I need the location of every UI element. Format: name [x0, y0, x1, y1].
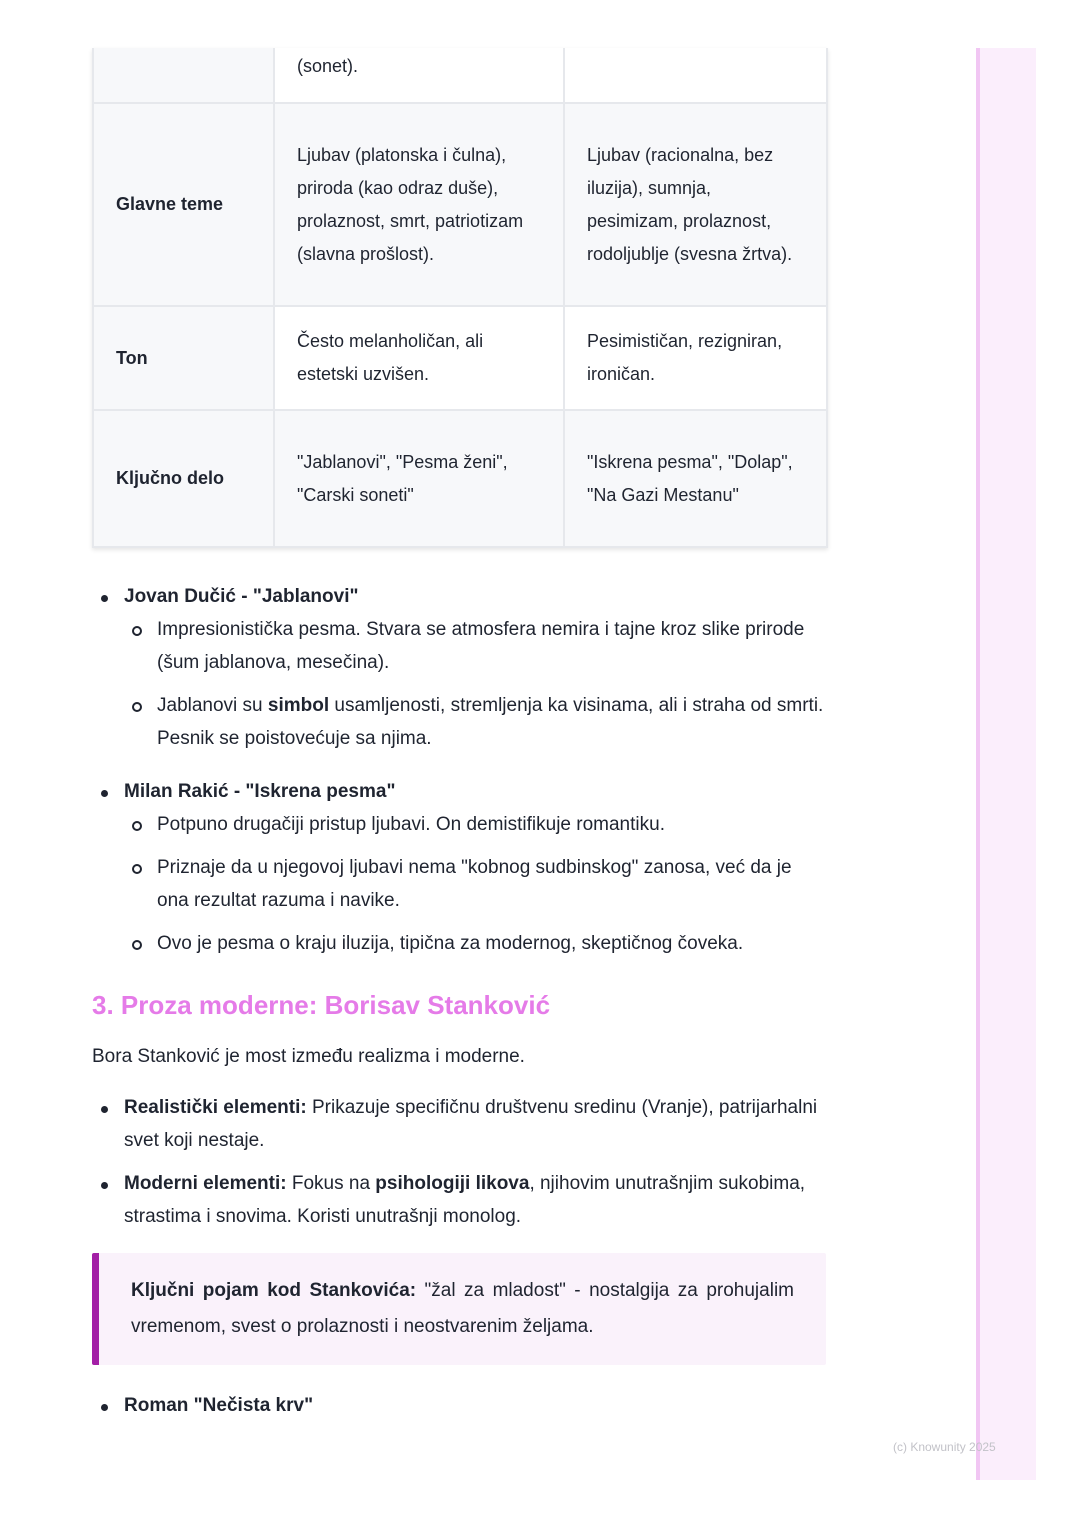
table-cell: "Jablanovi", "Pesma ženi", "Carski soneti" — [274, 410, 564, 547]
sub-list — [124, 613, 826, 755]
sub-list — [124, 808, 826, 960]
section-intro: Bora Stanković je most između realizma i moderne. — [92, 1046, 525, 1067]
list-item — [92, 1167, 826, 1233]
bold-term: psihologiji likova — [375, 1173, 530, 1194]
list-item — [92, 1091, 826, 1157]
text-span: Fokus na — [286, 1173, 376, 1194]
table-cell — [564, 48, 827, 103]
table-row — [93, 103, 827, 306]
table-cell: "Iskrena pesma", "Dolap", "Na Gazi Mestanu" — [564, 410, 827, 547]
table-cell: Često melanholičan, ali estetski uzvišen. — [274, 306, 564, 410]
elements-list — [92, 1091, 826, 1233]
list-item-title: Jovan Dučić - "Jablanovi" — [124, 586, 359, 607]
decorative-side-strip — [976, 48, 1036, 1480]
table-cell-head: Ključno delo — [93, 410, 274, 547]
main-content — [92, 580, 826, 1442]
sub-list-item: Impresionistička pesma. Stvara se atmosfera nemira i tajne kroz slike prirode (šum jablanova, mesečina). — [124, 613, 826, 679]
table-cell-head: Glavne teme — [93, 103, 274, 306]
list-item-title: Milan Rakić - "Iskrena pesma" — [124, 781, 396, 802]
table-cell: Ljubav (racionalna, bez iluzija), sumnja, pesimizam, prolaznost, rodoljublje (svesna žrtva). — [564, 103, 827, 306]
list-item-title: Roman "Nečista krv" — [124, 1395, 314, 1416]
list-item — [92, 580, 826, 755]
table-row — [93, 306, 827, 410]
sub-list-item: Ovo je pesma o kraju iluzija, tipična za modernog, skeptičnog čoveka. — [124, 927, 826, 960]
sub-list-item — [124, 689, 826, 755]
text-span: , njihovim unutrašnjim sukobima, strastima i snovima. Koristi unutrašnji monolog. — [124, 1173, 806, 1227]
sub-list-item: Priznaje da u njegovoj ljubavi nema "kobnog sudbinskog" zanosa, već da je ona rezultat razuma i navike. — [124, 851, 826, 917]
bold-label: Realistički elementi: — [124, 1097, 307, 1118]
table-cell: Ljubav (platonska i čulna), priroda (kao odraz duše), prolaznost, smrt, patriotizam (slavna prošlost). — [274, 103, 564, 306]
callout-label: Ključni pojam kod Stankovića: — [131, 1280, 417, 1301]
table-cell-head — [93, 48, 274, 103]
bold-label: Moderni elementi: — [124, 1173, 287, 1194]
table-cell: Pesimističan, rezigniran, ironičan. — [564, 306, 827, 410]
table-cell-head: Ton — [93, 306, 274, 410]
table-row — [93, 48, 827, 103]
comparison-table — [92, 48, 828, 548]
novel-list — [92, 1389, 826, 1422]
key-concept-callout — [92, 1253, 826, 1365]
sub-list-item: Potpuno drugačiji pristup ljubavi. On demistifikuje romantiku. — [124, 808, 826, 841]
list-item — [92, 775, 826, 960]
bold-term: simbol — [267, 695, 330, 716]
watermark: (c) Knowunity 2025 — [893, 1440, 996, 1454]
list-item — [92, 1389, 826, 1422]
table-row — [93, 410, 827, 547]
callout-text: "žal za mladost" - nostalgija za prohujalim vremenom, svest o prolaznosti i neostvarenim željama. — [131, 1280, 794, 1337]
text-span: Prikazuje specifičnu društvenu sredinu (Vranje), patrijarhalni svet koji nestaje. — [124, 1097, 818, 1151]
section-heading: 3. Proza moderne: Borisav Stanković — [92, 990, 551, 1020]
table-cell: (sonet). — [274, 48, 564, 103]
text-span: Jablanovi su — [157, 695, 268, 716]
text-span: usamljenosti, stremljenja ka visinama, ali i straha od smrti. Pesnik se poistovećuje sa njima. — [157, 695, 824, 749]
poets-list — [92, 580, 826, 960]
